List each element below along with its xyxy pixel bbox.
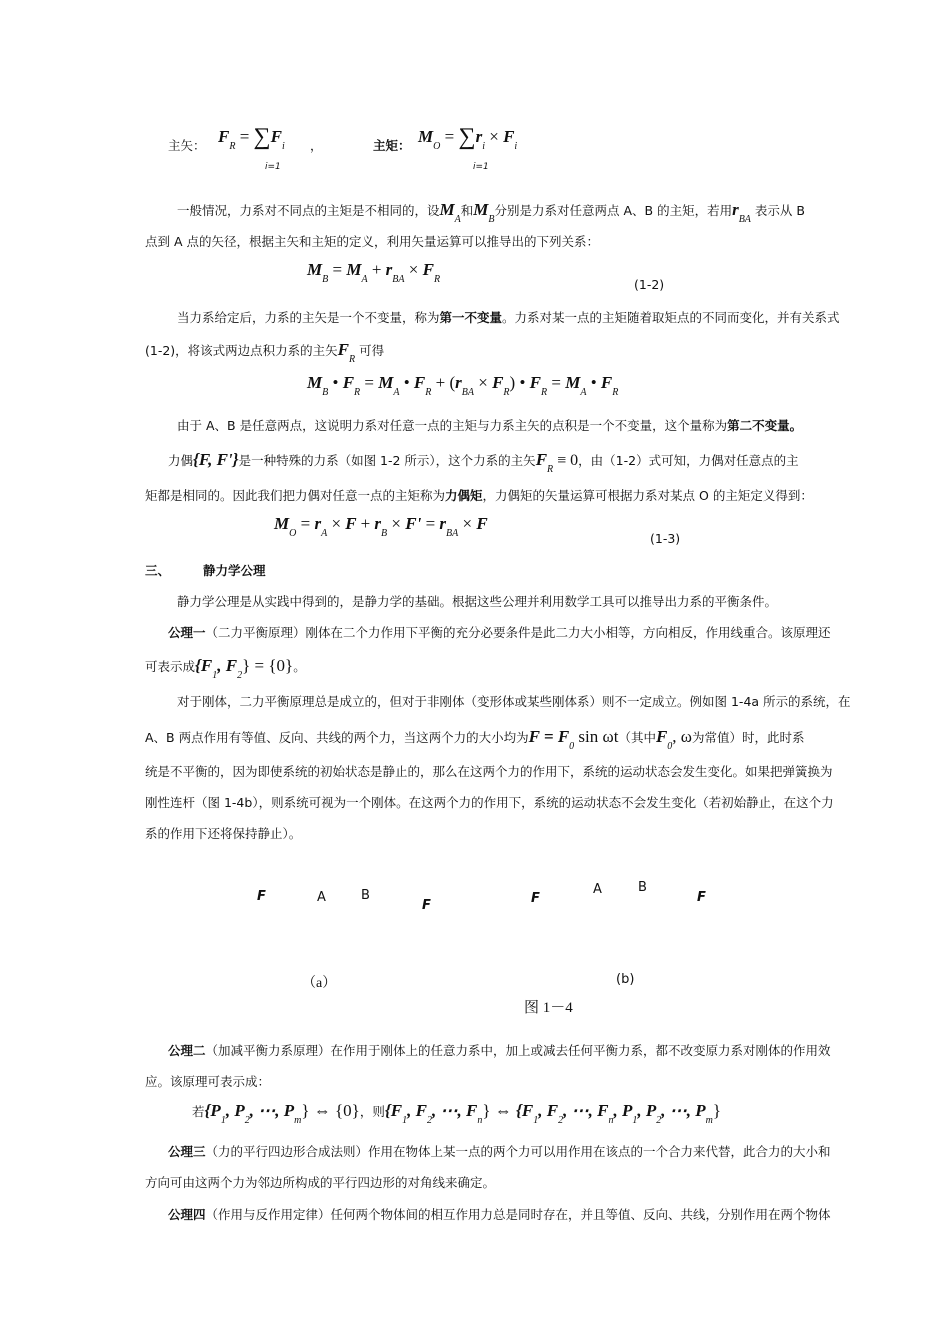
para4-line2: 矩都是相同的。因此我们把力偶对任意一点的主矩称为力偶矩，力偶矩的矢量运算可根据力系对某点 O 的主矩定义得到： bbox=[145, 488, 813, 503]
main-vector-label: 主矢： bbox=[168, 138, 206, 153]
section-title: 静力学公理 bbox=[203, 563, 266, 578]
para6-line1: 对于刚体，二力平衡原理总是成立的，但对于非刚体（变形体或某些刚体系）则不一定成立。例如图 1-4a 所示的系统，在 bbox=[177, 694, 851, 709]
equation-1-2: $M_B = M_A + r_{BA} \times F_R$ bbox=[307, 260, 441, 285]
fig-b-point-a: A bbox=[593, 882, 602, 897]
para2-line2: (1-2)，将该式两边点积力系的主矢$F_R$ 可得 bbox=[145, 340, 385, 365]
equation-number-1-3: (1-3) bbox=[650, 531, 681, 546]
equation-dot-product: $M_B$ • $F_R = M_A$ • $F_R + (r_{BA} \times F_R)$ • $F_R = M_A$ • $F_R$ bbox=[307, 373, 619, 398]
para6-line2: A、B 两点作用有等值、反向、共线的两个力，当这两个力的大小均为$F = F_0$ sin ωt（其中$F_0$, ω为常值）时，此时系 bbox=[145, 727, 805, 752]
equation-number-1-2: (1-2) bbox=[634, 277, 665, 292]
fig-b-force-left: F bbox=[531, 891, 540, 906]
main-moment-label: 主矩： bbox=[373, 138, 411, 153]
axiom1-line2: 可表示成{$F_1$, $F_2\} = \{0\}$。 bbox=[145, 656, 306, 681]
para6-line3: 统是不平衡的，因为即使系统的初始状态是静止的，那么在这两个力的作用下，系统的运动状态会发生变化。如果把弹簧换为 bbox=[145, 764, 833, 779]
axiom3-line1: 公理三（力的平行四边形合成法则）作用在物体上某一点的两个力可以用作用在该点的一个合力来代替，此合力的大小和 bbox=[168, 1144, 831, 1159]
para3: 由于 A、B 是任意两点，这说明力系对任意一点的主矩与力系主矢的点积是一个不变量，这个量称为第二不变量。 bbox=[177, 418, 803, 433]
axiom2-line1: 公理二（加减平衡力系原理）在作用于刚体上的任意力系中，加上或减去任何平衡力系，都不改变原力系对刚体的作用效 bbox=[168, 1043, 831, 1058]
axiom4-line1: 公理四（作用与反作用定律）任何两个物体间的相互作用力总是同时存在，并且等值、反向、共线，分别作用在两个物体 bbox=[168, 1207, 831, 1222]
para5: 静力学公理是从实践中得到的，是静力学的基础。根据这些公理并利用数学工具可以推导出力系的平衡条件。 bbox=[177, 594, 778, 609]
main-moment-equation: $M_O = \sum r_i \times F_i$ bbox=[418, 124, 518, 152]
para2-line1: 当力系给定后，力系的主矢是一个不变量，称为第一不变量。力系对某一点的主矩随着取矩点的不同而变化，并有关系式 bbox=[177, 310, 840, 325]
axiom3-line2: 方向可由这两个力为邻边所构成的平行四边形的对角线来确定。 bbox=[145, 1175, 496, 1190]
fig-a-force-right: F bbox=[422, 898, 431, 913]
equation-axiom2: 若{$P_1$, $P_2$, ⋯, $P_m$} ⇔ {0}，则{$F_1$, $F_2$, ⋯, $F_n$} ⇔ {$F_1$, $F_2$, ⋯, $F_n$, $P_1$, $P_2$, ⋯, $P_m$} bbox=[192, 1101, 722, 1126]
axiom2-line2: 应。该原理可表示成： bbox=[145, 1074, 271, 1089]
fig-caption-b: (b) bbox=[616, 972, 635, 987]
fig-a-force-left: F bbox=[257, 889, 266, 904]
fig-caption: 图 1－4 bbox=[524, 1000, 573, 1016]
para4-line1: 力偶{F, F'}是一种特殊的力系（如图 1-2 所示），这个力系的主矢$F_R \equiv 0$，由（1-2）式可知，力偶对任意点的主 bbox=[168, 450, 799, 475]
para1-line1: 一般情况，力系对不同点的主矩是不相同的，设$M_A$和$M_B$分别是力系对任意两点 A、B 的主矩，若用$r_{BA}$ 表示从 B bbox=[177, 200, 805, 225]
main-vector-equation: $F_R = \sum F_i$ bbox=[218, 124, 285, 152]
fig-b-force-right: F bbox=[697, 890, 706, 905]
section-number: 三、 bbox=[145, 563, 171, 578]
comma: ， bbox=[310, 138, 323, 153]
sum-lower-limit: i=1 bbox=[265, 162, 281, 172]
para6-line5: 系的作用下还将保持静止）。 bbox=[145, 826, 302, 841]
para1-line2: 点到 A 点的矢径，根据主矢和主矩的定义，利用矢量运算可以推导出的下列关系： bbox=[145, 234, 599, 249]
fig-caption-a: （a） bbox=[302, 976, 337, 991]
para6-line4: 刚性连杆（图 1-4b），则系统可视为一个刚体。在这两个力的作用下，系统的运动状态不会发生变化（若初始静止，在这个力 bbox=[145, 795, 834, 810]
fig-a-point-b: B bbox=[361, 888, 370, 903]
sum-lower-limit-2: i=1 bbox=[473, 162, 489, 172]
equation-1-3: $M_O = r_A \times F + r_B \times F' = r_{BA} \times F$ bbox=[274, 514, 488, 539]
fig-a-point-a: A bbox=[317, 890, 326, 905]
axiom1-line1: 公理一（二力平衡原理）刚体在二个力作用下平衡的充分必要条件是此二力大小相等，方向相反，作用线重合。该原理还 bbox=[168, 625, 831, 640]
fig-b-point-b: B bbox=[638, 880, 647, 895]
